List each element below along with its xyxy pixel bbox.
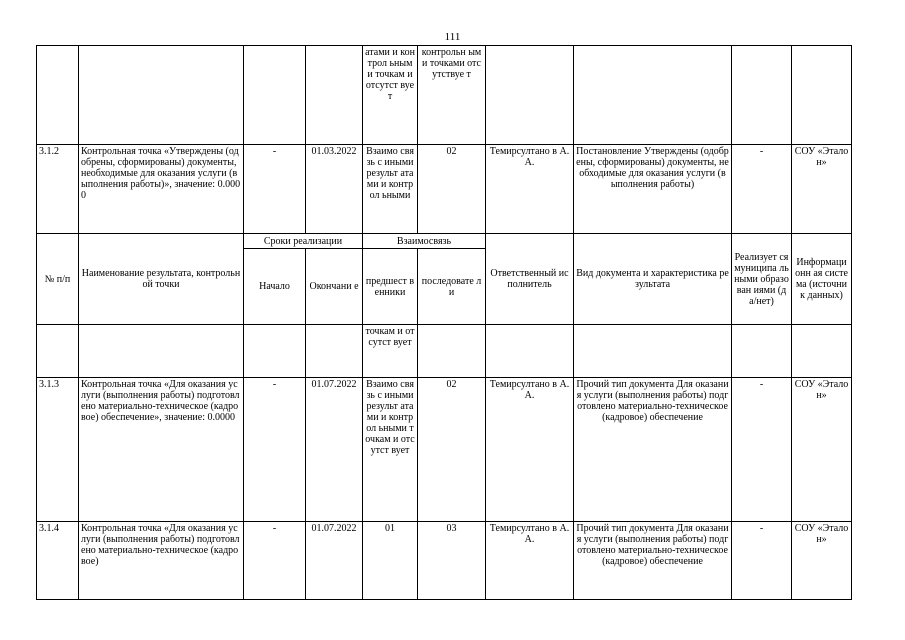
cell-resp: Темирсултано в А.А.: [486, 145, 574, 234]
header-end: Окончани е: [306, 249, 363, 325]
cell-info: [792, 325, 852, 378]
cell-resp: Темирсултано в А.А.: [486, 378, 574, 522]
cell-info: СОУ «Эталон»: [792, 145, 852, 234]
header-link: Взаимосвязь: [363, 234, 486, 249]
cell-num: [37, 46, 79, 145]
cell-succ: [418, 325, 486, 378]
header-info: Информационн ая система (источник данных): [792, 234, 852, 325]
header-succ: последовате ли: [418, 249, 486, 325]
cell-start: -: [244, 522, 306, 600]
cell-succ: 02: [418, 145, 486, 234]
cell-pred: Взаимо связь с иными результ атами и контрол ьными точкам и отсутст вует: [363, 378, 418, 522]
cell-start: -: [244, 378, 306, 522]
cell-info: [792, 46, 852, 145]
cell-succ: 03: [418, 522, 486, 600]
cell-info: СОУ «Эталон»: [792, 378, 852, 522]
cell-muni: [732, 46, 792, 145]
header-pred: предшест венники: [363, 249, 418, 325]
cell-muni: -: [732, 145, 792, 234]
cell-doc: Постановление Утверждены (одобрены, сформированы) документы, необходимые для оказания услуги (выполнения работы): [574, 145, 732, 234]
cell-num: 3.1.4: [37, 522, 79, 600]
header-start: Начало: [244, 249, 306, 325]
cell-resp: Темирсултано в А.А.: [486, 522, 574, 600]
header-row: [37, 234, 852, 249]
cell-pred: Взаимо связь с иными результ атами и контрол ьными: [363, 145, 418, 234]
cell-name: [79, 325, 244, 378]
header-resp: Ответственный исполнитель: [486, 234, 574, 325]
cell-pred: 01: [363, 522, 418, 600]
cell-muni: [732, 325, 792, 378]
table-row: [37, 378, 852, 522]
cell-resp: [486, 325, 574, 378]
cell-pred: атами и контрол ьными точкам и отсутст вует: [363, 46, 418, 145]
table-row: [37, 145, 852, 234]
cell-doc: [574, 46, 732, 145]
cell-doc: Прочий тип документа Для оказания услуги (выполнения работы) подготовлено материально-техническое (кадровое) обеспечение: [574, 378, 732, 522]
cell-name: Контрольная точка «Утверждены (одобрены, сформированы) документы, необходимые для оказания услуги (выполнения работы)», значение: 0.0000: [79, 145, 244, 234]
header-doc: Вид документа и характеристика результата: [574, 234, 732, 325]
cell-num: 3.1.2: [37, 145, 79, 234]
cell-num: [37, 325, 79, 378]
cell-succ: 02: [418, 378, 486, 522]
cell-end: [306, 46, 363, 145]
cell-end: 01.03.2022: [306, 145, 363, 234]
cell-succ: контрольн ыми точками отсутствуе т: [418, 46, 486, 145]
cell-name: [79, 46, 244, 145]
results-table: [36, 45, 852, 600]
cell-muni: -: [732, 378, 792, 522]
cell-end: 01.07.2022: [306, 378, 363, 522]
cell-muni: -: [732, 522, 792, 600]
cell-end: 01.07.2022: [306, 522, 363, 600]
cell-doc: [574, 325, 732, 378]
header-num: № п/п: [37, 234, 79, 325]
header-name: Наименование результата, контрольной точки: [79, 234, 244, 325]
cell-start: [244, 325, 306, 378]
cell-start: [244, 46, 306, 145]
cell-end: [306, 325, 363, 378]
cell-start: -: [244, 145, 306, 234]
cell-num: 3.1.3: [37, 378, 79, 522]
table-row: [37, 46, 852, 145]
cell-name: Контрольная точка «Для оказания услуги (выполнения работы) подготовлено материально-техническое (кадровое): [79, 522, 244, 600]
cell-info: СОУ «Эталон»: [792, 522, 852, 600]
cell-resp: [486, 46, 574, 145]
table-row: [37, 522, 852, 600]
header-muni: Реализует ся муниципа льными образован иями (да/нет): [732, 234, 792, 325]
cell-pred: точкам и отсутст вует: [363, 325, 418, 378]
cell-name: Контрольная точка «Для оказания услуги (выполнения работы) подготовлено материально-техническое (кадровое) обеспечение», значение: 0.0000: [79, 378, 244, 522]
header-terms: Сроки реализации: [244, 234, 363, 249]
page-number: 111: [444, 31, 461, 43]
table-row: [37, 325, 852, 378]
cell-doc: Прочий тип документа Для оказания услуги (выполнения работы) подготовлено материально-техническое (кадровое) обеспечение: [574, 522, 732, 600]
